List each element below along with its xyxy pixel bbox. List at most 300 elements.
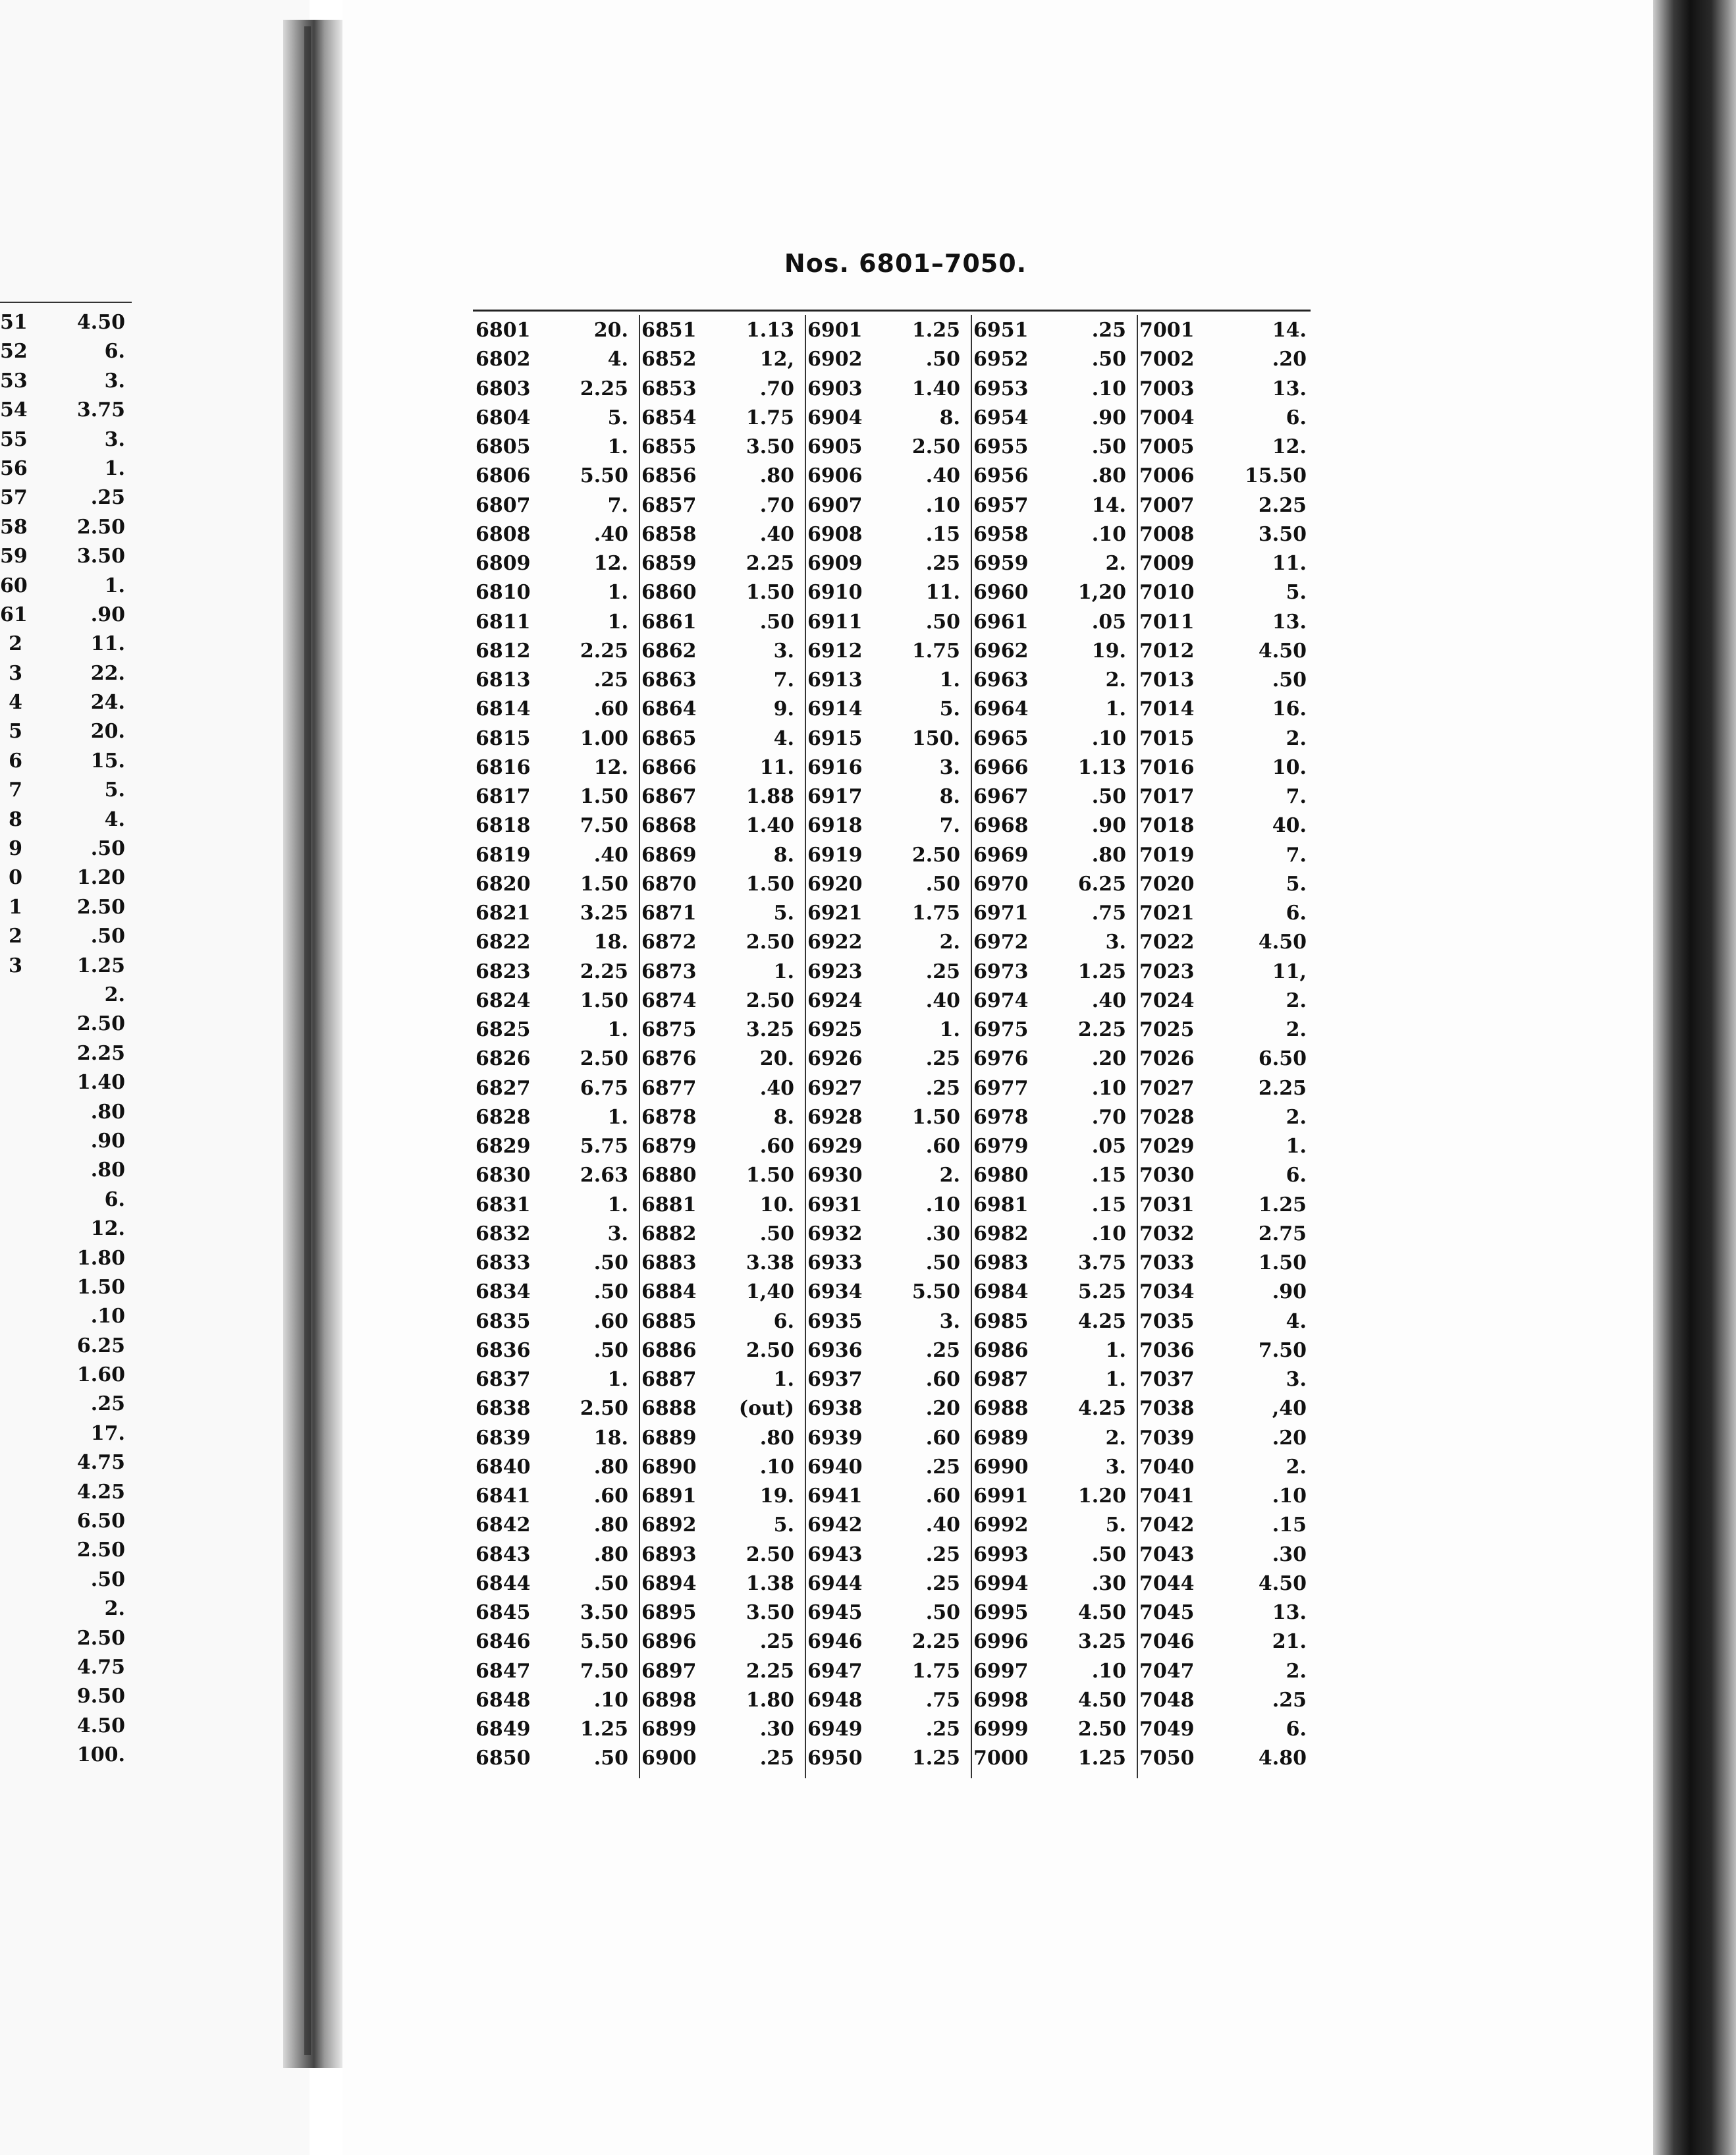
entry-number: 6995 xyxy=(973,1601,1029,1624)
entry-value: 18. xyxy=(593,1426,628,1450)
left-entry-number: 61 xyxy=(0,603,28,626)
table-row xyxy=(473,1627,639,1656)
left-page-column xyxy=(0,308,132,1770)
left-page-row xyxy=(0,1536,132,1565)
table-row xyxy=(1137,1715,1307,1744)
table-row xyxy=(1137,491,1307,520)
table-row xyxy=(805,841,971,870)
table-row xyxy=(971,724,1137,753)
left-page-row xyxy=(0,659,132,688)
left-entry-number: 51 xyxy=(0,311,28,334)
table-row xyxy=(971,462,1137,491)
entry-number: 6866 xyxy=(641,755,697,779)
table-row xyxy=(971,549,1137,578)
entry-number: 6810 xyxy=(475,581,531,605)
entry-value: 1. xyxy=(773,1368,794,1391)
table-row xyxy=(1137,1220,1307,1249)
table-row xyxy=(473,1657,639,1686)
entry-number: 7008 xyxy=(1139,522,1195,546)
table-row xyxy=(1137,928,1307,957)
entry-value: 1. xyxy=(773,960,794,983)
entry-number: 6885 xyxy=(641,1309,697,1333)
left-entry-value: 3.75 xyxy=(76,398,125,422)
table-row xyxy=(473,1569,639,1598)
entry-number: 6928 xyxy=(807,1105,863,1129)
entry-value: 1. xyxy=(1105,697,1126,721)
left-page-row xyxy=(0,483,132,512)
entry-value: 1.50 xyxy=(1258,1251,1307,1274)
entry-number: 6874 xyxy=(641,989,697,1012)
table-row xyxy=(1137,1511,1307,1540)
entry-number: 7003 xyxy=(1139,377,1195,400)
entry-number: 6942 xyxy=(807,1514,863,1537)
entry-number: 6984 xyxy=(973,1280,1029,1304)
table-row xyxy=(971,637,1137,666)
entry-value: 13. xyxy=(1272,377,1307,400)
entry-number: 6912 xyxy=(807,639,863,663)
table-row xyxy=(1137,375,1307,404)
entry-value: 3.50 xyxy=(1258,522,1307,546)
entry-number: 6806 xyxy=(475,464,531,488)
entry-number: 6940 xyxy=(807,1455,863,1479)
entry-number: 6967 xyxy=(973,785,1029,808)
entry-number: 6966 xyxy=(973,755,1029,779)
table-row xyxy=(473,375,639,404)
table-row xyxy=(639,1103,805,1132)
left-entry-value: 6. xyxy=(104,340,125,364)
left-page-row xyxy=(0,1741,132,1770)
entry-value: 2. xyxy=(1105,552,1126,575)
entry-value: 1.25 xyxy=(1258,1193,1307,1216)
left-page-row xyxy=(0,1624,132,1653)
entry-value: 2.50 xyxy=(1077,1718,1126,1741)
left-entry-value: .50 xyxy=(90,837,125,861)
left-entry-value: 100. xyxy=(76,1743,125,1767)
entry-value: 1.40 xyxy=(911,377,960,400)
entry-number: 7022 xyxy=(1139,931,1195,954)
entry-value: 4. xyxy=(773,726,794,750)
entry-number: 7000 xyxy=(973,1747,1029,1770)
left-page-row xyxy=(0,776,132,805)
entry-number: 6934 xyxy=(807,1280,863,1304)
table-row xyxy=(639,433,805,462)
entry-value: 2.25 xyxy=(580,960,628,983)
entry-value: 7.50 xyxy=(580,814,628,838)
entry-value: 2.50 xyxy=(746,1542,794,1566)
left-entry-value: .10 xyxy=(90,1305,125,1328)
entry-value: 12. xyxy=(593,755,628,779)
entry-value: 1.13 xyxy=(1077,755,1126,779)
table-row xyxy=(971,578,1137,607)
table-row xyxy=(473,899,639,928)
entry-number: 6849 xyxy=(475,1718,531,1741)
entry-number: 7027 xyxy=(1139,1076,1195,1100)
entry-number: 6850 xyxy=(475,1747,531,1770)
entry-value: 4.50 xyxy=(1258,639,1307,663)
entry-value: 15.50 xyxy=(1245,464,1307,488)
entry-number: 6905 xyxy=(807,435,863,458)
table-row xyxy=(1137,1016,1307,1045)
entry-value: .25 xyxy=(925,1338,960,1362)
table-row xyxy=(473,1191,639,1220)
table-row xyxy=(639,520,805,549)
table-row xyxy=(971,1016,1137,1045)
entry-number: 6936 xyxy=(807,1338,863,1362)
book-gutter xyxy=(283,20,342,2068)
table-row xyxy=(805,666,971,695)
entry-number: 6877 xyxy=(641,1076,697,1100)
entry-number: 6823 xyxy=(475,960,531,983)
table-row xyxy=(971,1161,1137,1190)
entry-number: 6822 xyxy=(475,931,531,954)
table-row xyxy=(805,316,971,345)
entry-value: 3.50 xyxy=(746,1601,794,1624)
entry-value: 3.38 xyxy=(746,1251,794,1274)
entry-number: 7026 xyxy=(1139,1047,1195,1071)
table-row xyxy=(473,1336,639,1365)
table-row xyxy=(639,1249,805,1278)
entry-value: .25 xyxy=(925,1076,960,1100)
entry-value: 7. xyxy=(773,668,794,692)
entry-number: 6981 xyxy=(973,1193,1029,1216)
entry-value: .05 xyxy=(1091,610,1126,634)
entry-number: 6958 xyxy=(973,522,1029,546)
entry-number: 7009 xyxy=(1139,552,1195,575)
entry-number: 6871 xyxy=(641,902,697,925)
left-entry-value: 1.40 xyxy=(76,1071,125,1095)
table-row xyxy=(971,958,1137,987)
table-row xyxy=(805,1541,971,1569)
table-row xyxy=(473,316,639,345)
entry-number: 7033 xyxy=(1139,1251,1195,1274)
entry-number: 7045 xyxy=(1139,1601,1195,1624)
entry-number: 6872 xyxy=(641,931,697,954)
entry-value: 6. xyxy=(1286,1718,1307,1741)
entry-value: 1.50 xyxy=(746,1164,794,1187)
entry-number: 7030 xyxy=(1139,1164,1195,1187)
entry-value: 3.25 xyxy=(580,902,628,925)
table-row xyxy=(971,1453,1137,1482)
entry-number: 6929 xyxy=(807,1135,863,1158)
entry-number: 6918 xyxy=(807,814,863,838)
entry-number: 6867 xyxy=(641,785,697,808)
left-entry-value: 2. xyxy=(104,983,125,1006)
entry-value: .60 xyxy=(925,1135,960,1158)
entry-number: 6957 xyxy=(973,493,1029,517)
entry-number: 6922 xyxy=(807,931,863,954)
entry-value: 3. xyxy=(607,1222,628,1245)
page-title: Nos. 6801–7050. xyxy=(784,249,1027,278)
table-row xyxy=(473,695,639,724)
table-row xyxy=(473,724,639,753)
entry-number: 7034 xyxy=(1139,1280,1195,1304)
entry-value: 18. xyxy=(593,931,628,954)
left-page-row xyxy=(0,922,132,951)
entry-number: 6887 xyxy=(641,1368,697,1391)
table-row xyxy=(473,1045,639,1074)
entry-number: 6842 xyxy=(475,1514,531,1537)
entry-value: .60 xyxy=(593,697,628,721)
entry-value: 1. xyxy=(1105,1338,1126,1362)
entry-number: 6890 xyxy=(641,1455,697,1479)
entry-value: .10 xyxy=(925,1193,960,1216)
table-row xyxy=(805,1598,971,1627)
entry-number: 6832 xyxy=(475,1222,531,1245)
entry-number: 6973 xyxy=(973,960,1029,983)
left-page-row xyxy=(0,1244,132,1273)
entry-value: 1.75 xyxy=(911,639,960,663)
entry-value: 1.25 xyxy=(580,1718,628,1741)
table-row xyxy=(1137,316,1307,345)
table-row xyxy=(805,782,971,811)
entry-number: 6812 xyxy=(475,639,531,663)
left-page-row xyxy=(0,1127,132,1156)
entry-value: .25 xyxy=(1272,1688,1307,1712)
table-row xyxy=(805,1569,971,1598)
table-row xyxy=(639,1715,805,1744)
entry-number: 6941 xyxy=(807,1485,863,1508)
entry-value: 1.50 xyxy=(580,785,628,808)
entry-number: 6909 xyxy=(807,552,863,575)
entry-number: 6861 xyxy=(641,610,697,634)
entry-value: .60 xyxy=(593,1309,628,1333)
entry-number: 6962 xyxy=(973,639,1029,663)
entry-number: 6886 xyxy=(641,1338,697,1362)
entry-number: 6931 xyxy=(807,1193,863,1216)
left-page-row xyxy=(0,981,132,1010)
entry-number: 7011 xyxy=(1139,610,1195,634)
table-row xyxy=(971,375,1137,404)
entry-number: 6968 xyxy=(973,814,1029,838)
entry-number: 6904 xyxy=(807,406,863,429)
entry-number: 6971 xyxy=(973,902,1029,925)
entry-number: 6870 xyxy=(641,872,697,896)
entry-number: 6997 xyxy=(973,1659,1029,1683)
table-column-1 xyxy=(473,316,639,1774)
left-page-row xyxy=(0,1448,132,1477)
entry-value: 14. xyxy=(1272,319,1307,342)
table-row xyxy=(805,1132,971,1161)
table-row xyxy=(639,1541,805,1569)
table-row xyxy=(639,1598,805,1627)
entry-value: 5.50 xyxy=(580,1630,628,1654)
entry-number: 6875 xyxy=(641,1018,697,1041)
left-entry-value: 6. xyxy=(104,1187,125,1211)
table-row xyxy=(1137,987,1307,1016)
left-entry-value: 1.60 xyxy=(76,1363,125,1387)
entry-number: 6961 xyxy=(973,610,1029,634)
entry-number: 7023 xyxy=(1139,960,1195,983)
entry-value: 5. xyxy=(1286,581,1307,605)
table-row xyxy=(971,520,1137,549)
table-row xyxy=(1137,899,1307,928)
entry-number: 7024 xyxy=(1139,989,1195,1012)
entry-number: 7031 xyxy=(1139,1193,1195,1216)
entry-number: 7050 xyxy=(1139,1747,1195,1770)
entry-number: 6880 xyxy=(641,1164,697,1187)
left-entry-number: 52 xyxy=(0,340,28,364)
entry-number: 7021 xyxy=(1139,902,1195,925)
entry-value: 7. xyxy=(607,493,628,517)
entry-number: 6920 xyxy=(807,872,863,896)
left-entry-value: 4.75 xyxy=(76,1655,125,1679)
left-entry-value: 2. xyxy=(104,1597,125,1621)
table-row xyxy=(473,1453,639,1482)
table-row xyxy=(639,1074,805,1103)
table-row xyxy=(971,695,1137,724)
left-entry-value: 17. xyxy=(90,1421,125,1445)
entry-value: 3.25 xyxy=(1077,1630,1126,1654)
table-row xyxy=(971,433,1137,462)
entry-number: 7001 xyxy=(1139,319,1195,342)
entry-number: 6950 xyxy=(807,1747,863,1770)
table-row xyxy=(971,1103,1137,1132)
table-row xyxy=(805,637,971,666)
entry-number: 6893 xyxy=(641,1542,697,1566)
table-row xyxy=(639,782,805,811)
table-row xyxy=(639,1191,805,1220)
entry-value: 1.25 xyxy=(1077,1747,1126,1770)
entry-value: .50 xyxy=(759,610,794,634)
entry-value: .25 xyxy=(925,1047,960,1071)
column-divider-3 xyxy=(971,315,972,1778)
table-row xyxy=(971,316,1137,345)
table-row xyxy=(639,375,805,404)
table-row xyxy=(639,958,805,987)
left-page-row xyxy=(0,337,132,366)
left-page-rule xyxy=(0,302,132,303)
table-column-5 xyxy=(1137,316,1307,1774)
entry-value: 1.75 xyxy=(746,406,794,429)
gutter-shadow xyxy=(304,26,311,2055)
entry-number: 6969 xyxy=(973,843,1029,867)
entry-value: 1.20 xyxy=(1077,1485,1126,1508)
table-row xyxy=(1137,549,1307,578)
entry-value: .80 xyxy=(759,464,794,488)
table-row xyxy=(473,404,639,433)
entry-value: 2. xyxy=(1286,1018,1307,1041)
entry-value: .70 xyxy=(759,493,794,517)
left-page-row xyxy=(0,863,132,892)
entry-number: 6821 xyxy=(475,902,531,925)
entry-value: 5.50 xyxy=(911,1280,960,1304)
table-row xyxy=(639,1220,805,1249)
entry-number: 6803 xyxy=(475,377,531,400)
entry-value: 1. xyxy=(607,1368,628,1391)
table-row xyxy=(473,1249,639,1278)
table-row xyxy=(639,462,805,491)
table-row xyxy=(473,1541,639,1569)
entry-value: .80 xyxy=(593,1514,628,1537)
left-page-row xyxy=(0,717,132,746)
entry-number: 6824 xyxy=(475,989,531,1012)
table-row xyxy=(639,316,805,345)
entry-value: 4.25 xyxy=(1077,1309,1126,1333)
entry-number: 6808 xyxy=(475,522,531,546)
entry-value: 1.38 xyxy=(746,1571,794,1595)
table-row xyxy=(805,491,971,520)
entry-value: 1.13 xyxy=(746,319,794,342)
table-row xyxy=(805,1103,971,1132)
entry-value: .40 xyxy=(925,464,960,488)
table-row xyxy=(1137,1453,1307,1482)
entry-value: 2. xyxy=(1286,1455,1307,1479)
table-row xyxy=(1137,1103,1307,1132)
entry-value: 2.63 xyxy=(580,1164,628,1187)
entry-value: 3. xyxy=(1105,931,1126,954)
entry-value: .50 xyxy=(593,1747,628,1770)
entry-number: 6835 xyxy=(475,1309,531,1333)
entry-number: 6910 xyxy=(807,581,863,605)
entry-value: .10 xyxy=(1091,1076,1126,1100)
entry-value: .15 xyxy=(925,522,960,546)
entry-number: 7041 xyxy=(1139,1485,1195,1508)
entry-number: 6851 xyxy=(641,319,697,342)
table-row xyxy=(639,1657,805,1686)
table-row xyxy=(1137,608,1307,637)
entry-value: .50 xyxy=(925,610,960,634)
entry-value: 1.50 xyxy=(911,1105,960,1129)
table-row xyxy=(1137,1045,1307,1074)
entry-number: 6947 xyxy=(807,1659,863,1683)
entry-number: 6814 xyxy=(475,697,531,721)
table-row xyxy=(473,666,639,695)
entry-value: .90 xyxy=(1272,1280,1307,1304)
entry-value: 1.40 xyxy=(746,814,794,838)
entry-number: 7012 xyxy=(1139,639,1195,663)
entry-value: 1. xyxy=(607,581,628,605)
table-row xyxy=(1137,462,1307,491)
table-row xyxy=(639,899,805,928)
entry-value: 3.50 xyxy=(580,1601,628,1624)
entry-value: 11. xyxy=(925,581,960,605)
table-row xyxy=(971,1424,1137,1453)
left-page-row xyxy=(0,367,132,396)
entry-number: 6807 xyxy=(475,493,531,517)
entry-number: 6990 xyxy=(973,1455,1029,1479)
entry-number: 6908 xyxy=(807,522,863,546)
entry-value: 1.00 xyxy=(580,726,628,750)
left-entry-value: 5. xyxy=(104,778,125,802)
entry-value: .05 xyxy=(1091,1135,1126,1158)
entry-value: 7. xyxy=(1286,843,1307,867)
entry-value: 1. xyxy=(607,1193,628,1216)
table-row xyxy=(473,1278,639,1307)
entry-value: 2. xyxy=(1105,1426,1126,1450)
left-entry-number: 53 xyxy=(0,369,28,393)
left-entry-number: 58 xyxy=(0,515,28,539)
left-page-row xyxy=(0,1478,132,1507)
entry-value: .80 xyxy=(1091,843,1126,867)
table-row xyxy=(805,1045,971,1074)
entry-value: 1,40 xyxy=(746,1280,794,1304)
entry-number: 6805 xyxy=(475,435,531,458)
entry-number: 6809 xyxy=(475,552,531,575)
left-entry-value: 2.50 xyxy=(76,895,125,919)
entry-value: .25 xyxy=(925,1718,960,1741)
left-entry-value: 3. xyxy=(104,427,125,451)
table-row xyxy=(805,724,971,753)
table-row xyxy=(639,811,805,840)
entry-value: 6.25 xyxy=(1077,872,1126,896)
table-row xyxy=(639,1161,805,1190)
entry-number: 6970 xyxy=(973,872,1029,896)
entry-value: 12. xyxy=(1272,435,1307,458)
entry-value: .10 xyxy=(1091,522,1126,546)
table-row xyxy=(805,1016,971,1045)
table-row xyxy=(805,1336,971,1365)
entry-value: .10 xyxy=(593,1688,628,1712)
